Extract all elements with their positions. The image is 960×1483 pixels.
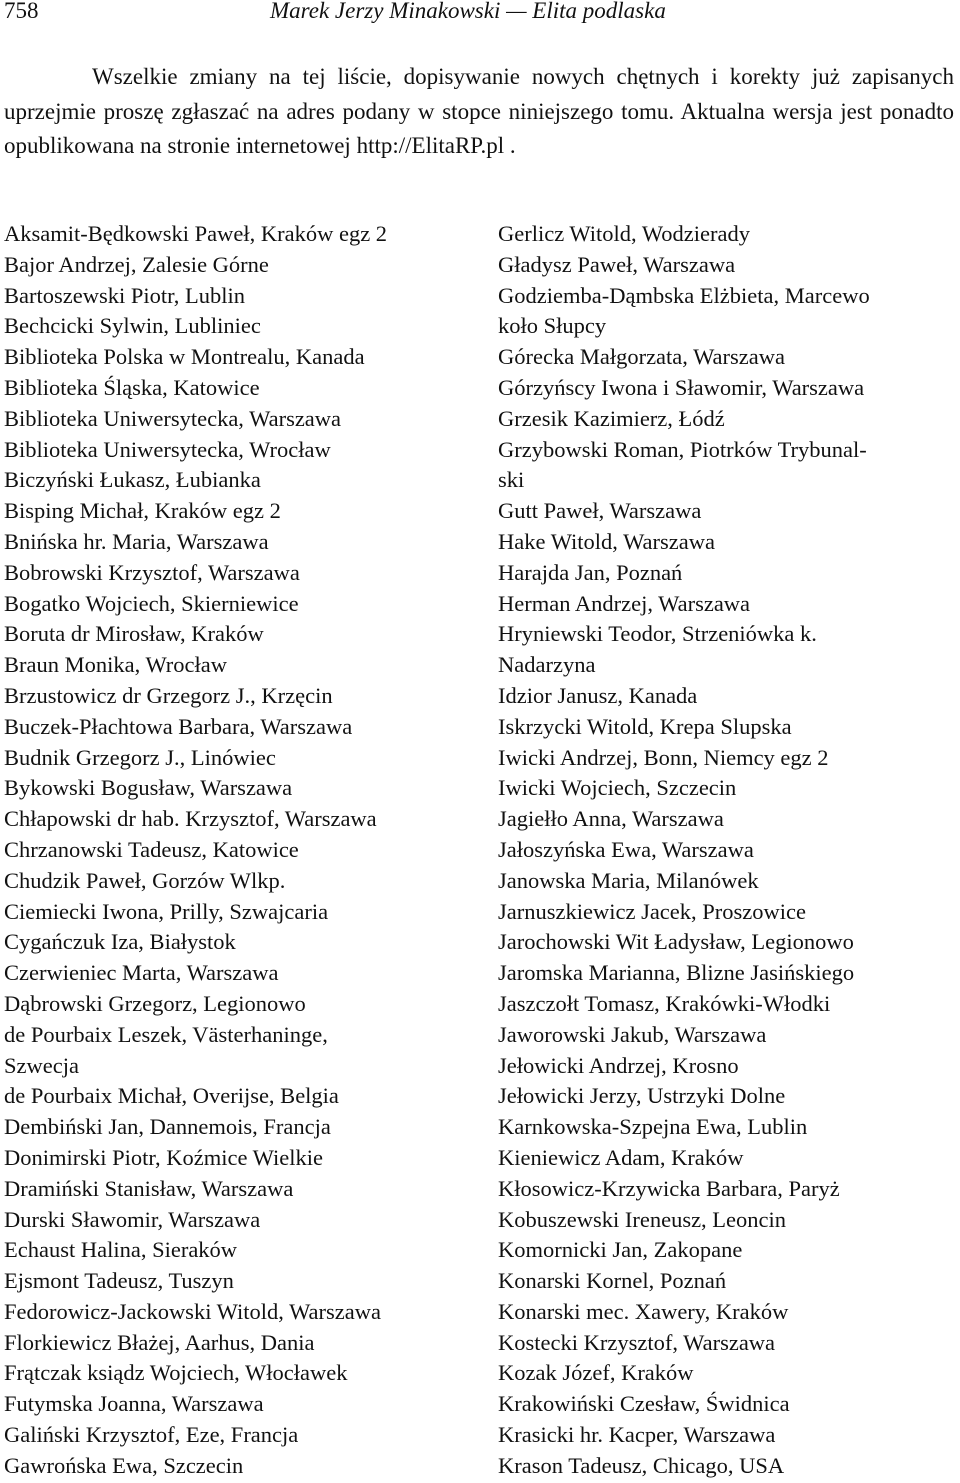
list-item: Komornicki Jan, Zakopane — [498, 1237, 743, 1263]
list-item: Górecka Małgorzata, Warszawa — [498, 344, 785, 370]
list-item: Bobrowski Krzysztof, Warszawa — [4, 559, 300, 585]
subscriber-list-left — [4, 219, 474, 1482]
list-item: Biblioteka Polska w Montrealu, Kanada — [4, 344, 365, 370]
list-item: Donimirski Piotr, Koźmice Wielkie — [4, 1144, 323, 1170]
list-item: Jaszczołt Tomasz, Krakówki-Włodki — [498, 990, 831, 1016]
list-item: Fedorowicz-Jackowski Witold, Warszawa — [4, 1298, 381, 1324]
list-item: Buczek-Płachtowa Barbara, Warszawa — [4, 713, 353, 739]
list-item: Galiński Krzysztof, Eze, Francja — [4, 1422, 299, 1448]
list-item: Godziemba-Dąmbska Elżbieta, Marcewo — [498, 282, 870, 308]
list-item: Harajda Jan, Poznań — [498, 559, 683, 585]
running-title: Marek Jerzy Minakowski — Elita podlaska — [270, 0, 666, 23]
list-item: Bnińska hr. Maria, Warszawa — [4, 528, 269, 554]
list-item: Konarski mec. Xawery, Kraków — [498, 1298, 789, 1324]
list-item: Bogatko Wojciech, Skierniewice — [4, 590, 299, 616]
list-item: Gerlicz Witold, Wodzierady — [498, 221, 750, 246]
list-item: Krasicki hr. Kacper, Warszawa — [498, 1422, 776, 1448]
list-item: Herman Andrzej, Warszawa — [498, 590, 751, 616]
list-item: Echaust Halina, Sieraków — [4, 1237, 238, 1263]
list-item: Chudzik Paweł, Gorzów Wlkp. — [4, 867, 286, 893]
list-item: Jaworowski Jakub, Warszawa — [498, 1021, 767, 1047]
list-item: Frątczak ksiądz Wojciech, Włocławek — [4, 1360, 348, 1386]
list-item: Grzesik Kazimierz, Łódź — [498, 405, 725, 431]
list-item: Jarnuszkiewicz Jacek, Proszowice — [498, 898, 807, 924]
list-item: Bykowski Bogusław, Warszawa — [4, 775, 293, 801]
list-item: Dąbrowski Grzegorz, Legionowo — [4, 990, 306, 1016]
list-item: Gawrońska Ewa, Szczecin — [4, 1452, 244, 1478]
list-item: Chrzanowski Tadeusz, Katowice — [4, 836, 299, 862]
list-item: Budnik Grzegorz J., Linówiec — [4, 744, 276, 770]
list-item: Ciemiecki Iwona, Prilly, Szwajcaria — [4, 898, 329, 924]
list-item: Bajor Andrzej, Zalesie Górne — [4, 251, 269, 277]
list-item: Hake Witold, Warszawa — [498, 528, 716, 554]
subscriber-list-right — [498, 219, 958, 1482]
list-item: Futymska Joanna, Warszawa — [4, 1391, 264, 1417]
list-item: Krason Tadeusz, Chicago, USA — [498, 1452, 785, 1478]
list-item: Karnkowska-Szpejna Ewa, Lublin — [498, 1114, 808, 1140]
list-item: Durski Sławomir, Warszawa — [4, 1206, 261, 1232]
list-item: Jagiełło Anna, Warszawa — [498, 806, 724, 832]
list-item: Brzustowicz dr Grzegorz J., Krzęcin — [4, 682, 333, 708]
list-item: Czerwieniec Marta, Warszawa — [4, 960, 279, 986]
list-item: Jałoszyńska Ewa, Warszawa — [498, 836, 754, 862]
list-item: Dramiński Stanisław, Warszawa — [4, 1175, 294, 1201]
list-item: Dembiński Jan, Dannemois, Francja — [4, 1114, 331, 1140]
list-item: Kostecki Krzysztof, Warszawa — [498, 1329, 776, 1355]
list-item: Kłosowicz-Krzywicka Barbara, Paryż — [498, 1175, 840, 1201]
list-item: Gutt Paweł, Warszawa — [498, 498, 702, 524]
list-item: Bechcicki Sylwin, Lubliniec — [4, 313, 261, 339]
list-item: Florkiewicz Błażej, Aarhus, Dania — [4, 1329, 315, 1355]
list-item: Iskrzycki Witold, Krepa Slupska — [498, 713, 792, 739]
list-item: Bartoszewski Piotr, Lublin — [4, 282, 245, 308]
list-item: Janowska Maria, Milanówek — [498, 867, 759, 893]
list-item: Nadarzyna — [498, 652, 596, 678]
list-item: Kobuszewski Ireneusz, Leoncin — [498, 1206, 787, 1232]
list-item: Szwecja — [4, 1052, 79, 1078]
list-item: Jełowicki Jerzy, Ustrzyki Dolne — [498, 1083, 786, 1109]
page-number: 758 — [4, 0, 39, 23]
list-item: Biblioteka Śląska, Katowice — [4, 374, 260, 400]
list-item: Krakowiński Czesław, Świdnica — [498, 1391, 790, 1417]
list-item: Biczyński Łukasz, Łubianka — [4, 467, 261, 493]
list-item: Cygańczuk Iza, Białystok — [4, 929, 236, 955]
list-item: Górzyńscy Iwona i Sławomir, Warszawa — [498, 374, 865, 400]
list-item: Konarski Kornel, Poznań — [498, 1268, 727, 1294]
list-item: ski — [498, 467, 525, 493]
list-item: Braun Monika, Wrocław — [4, 652, 228, 678]
list-item: Ejsmont Tadeusz, Tuszyn — [4, 1268, 234, 1294]
list-item: Kieniewicz Adam, Kraków — [498, 1144, 744, 1170]
list-item: Iwicki Wojciech, Szczecin — [498, 775, 737, 801]
list-item: de Pourbaix Michał, Overijse, Belgia — [4, 1083, 339, 1109]
list-item: Bisping Michał, Kraków egz 2 — [4, 498, 281, 524]
list-item: de Pourbaix Leszek, Västerhaninge, — [4, 1021, 328, 1047]
list-item: koło Słupcy — [498, 313, 607, 339]
list-item: Chłapowski dr hab. Krzysztof, Warszawa — [4, 806, 377, 832]
list-item: Boruta dr Mirosław, Kraków — [4, 621, 264, 647]
list-item: Jarochowski Wit Ładysław, Legionowo — [498, 929, 854, 955]
notice-paragraph: Wszelkie zmiany na tej liście, dopisywanie nowych chętnych i korekty już zapisanych uprzejmie proszę zgłaszać na adres podany w stopce niniejszego tomu. Aktualna wersja jest ponadto opublikowana na stronie internetowej http://ElitaRP.pl . — [4, 64, 954, 158]
list-item: Biblioteka Uniwersytecka, Wrocław — [4, 436, 331, 462]
list-item: Jaromska Marianna, Blizne Jasińskiego — [498, 960, 855, 986]
list-item: Jełowicki Andrzej, Krosno — [498, 1052, 739, 1078]
list-item: Grzybowski Roman, Piotrków Trybunal- — [498, 436, 867, 462]
list-item: Iwicki Andrzej, Bonn, Niemcy egz 2 — [498, 744, 829, 770]
list-item: Aksamit-Będkowski Paweł, Kraków egz 2 — [4, 221, 388, 246]
list-item: Gładysz Paweł, Warszawa — [498, 251, 736, 277]
list-item: Idzior Janusz, Kanada — [498, 682, 698, 708]
list-item: Kozak Józef, Kraków — [498, 1360, 694, 1386]
list-item: Biblioteka Uniwersytecka, Warszawa — [4, 405, 342, 431]
list-item: Hryniewski Teodor, Strzeniówka k. — [498, 621, 817, 647]
